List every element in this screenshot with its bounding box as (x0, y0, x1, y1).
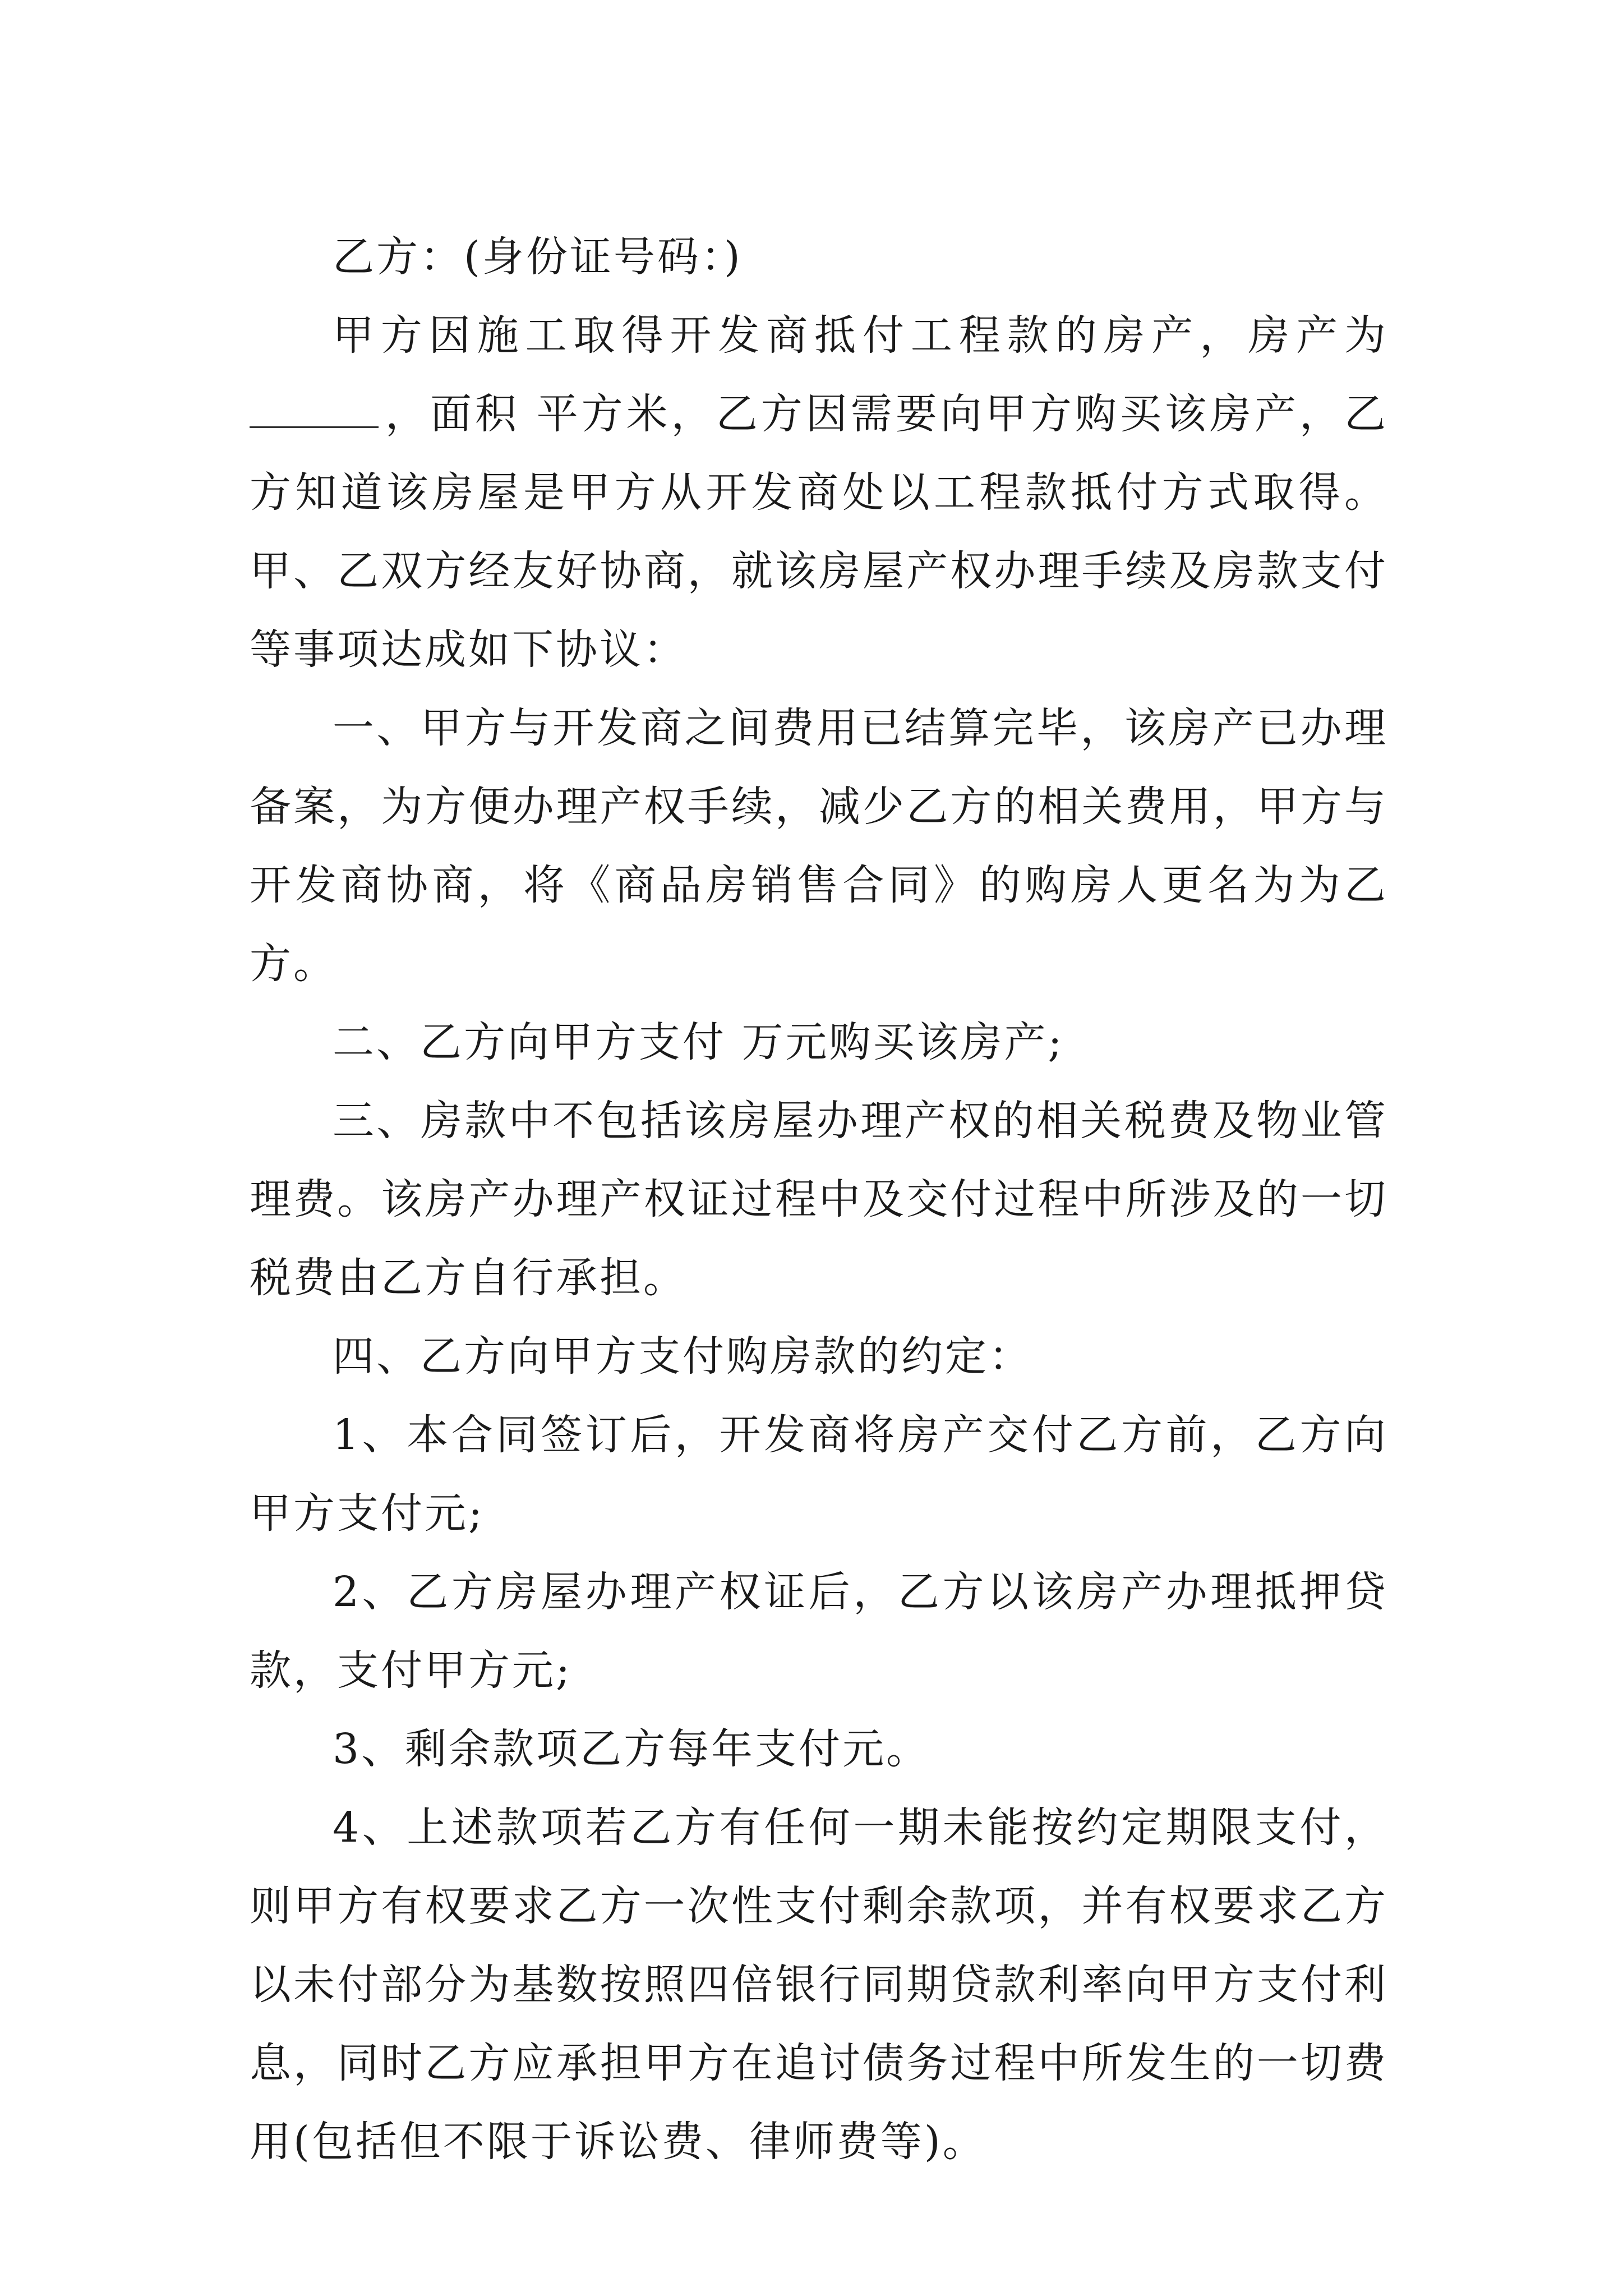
intro-text-part1: 甲方因施工取得开发商抵付工程款的房产，房产为 (333, 311, 1388, 360)
property-blank-line (250, 424, 379, 428)
clause-4: 四、乙方向甲方支付购房款的约定： (333, 1332, 1032, 1381)
payment-item-3: 3、剩余款项乙方每年支付元。 (333, 1725, 930, 1773)
intro-paragraph (250, 296, 1388, 689)
payment-item-1: 1、本合同签订后，开发商将房产交付乙方前，乙方向甲方支付元; (250, 1411, 1388, 1538)
clause-3: 三、房款中不包括该房屋办理产权的相关税费及物业管理费。该房产办理产权证过程中及交付过程中所涉及的一切税费由乙方自行承担。 (250, 1097, 1388, 1302)
payment-item-4: 4、上述款项若乙方有任何一期未能按约定期限支付，则甲方有权要求乙方一次性支付剩余款项，并有权要求乙方以未付部分为基数按照四倍银行同期贷款利率向甲方支付利息，同时乙方应承担甲方在追讨债务过程中所发生的一切费用(包括但不限于诉讼费、律师费等)。 (250, 1803, 1388, 2166)
document-body (250, 218, 1388, 2181)
clause-1: 一、甲方与开发商之间费用已结算完毕，该房产已办理备案，为方便办理产权手续，减少乙方的相关费用，甲方与开发商协商，将《商品房销售合同》的购房人更名为为乙方。 (250, 704, 1388, 988)
clause-2: 二、乙方向甲方支付 万元购买该房产; (333, 1018, 1064, 1066)
payment-item-2: 2、乙方房屋办理产权证后，乙方以该房产办理抵押贷款，支付甲方元; (250, 1568, 1388, 1695)
party-b-line: 乙方：(身份证号码：) (333, 233, 743, 281)
intro-text-part2: ，面积 平方米，乙方因需要向甲方购买该房产，乙方知道该房屋是甲方从开发商处以工程款抵付方式取得。甲、乙双方经友好协商，就该房屋产权办理手续及房款支付等事项达成如下协议： (250, 390, 1388, 674)
